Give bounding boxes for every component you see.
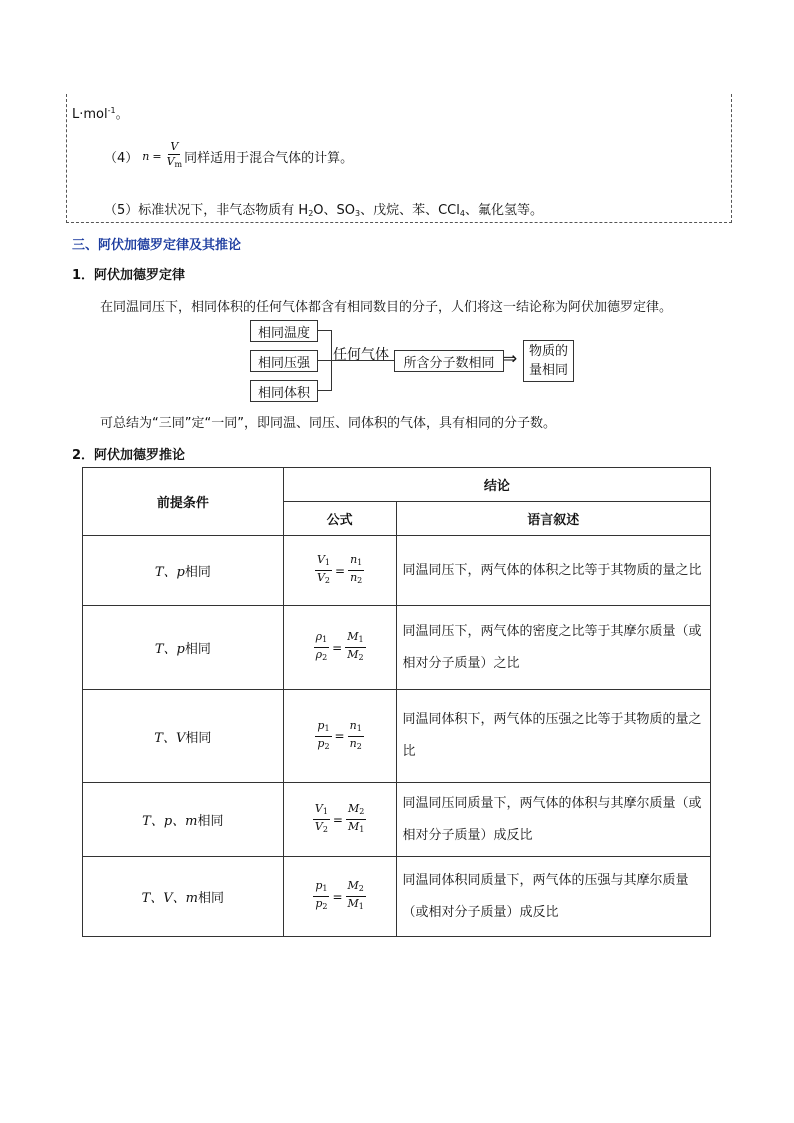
description-cell: 同温同压同质量下，两气体的体积与其摩尔质量（或相对分子质量）成反比 (396, 783, 710, 857)
left-numerator-sub: 1 (322, 807, 328, 816)
equals-sign: = (332, 640, 343, 655)
condition-cell (83, 606, 284, 690)
formula-right (348, 719, 364, 754)
right-denominator-sub: 2 (358, 653, 364, 662)
left-denominator: p (317, 736, 325, 750)
condition-cell (83, 690, 284, 783)
diagram-box-moles-line1: 物质的 (528, 344, 568, 359)
header-condition: 前提条件 (83, 468, 284, 536)
formula-left (315, 719, 331, 754)
left-denominator: V (316, 571, 325, 584)
law-statement: 在同温同压下，相同体积的任何气体都含有相同数目的分子，人们将这一结论称为阿伏加德罗定律。 (100, 300, 673, 315)
condition-variables: T、p (154, 642, 185, 657)
equals-sign: = (332, 889, 343, 904)
condition-text: 相同 (184, 641, 211, 656)
right-numerator-sub: 1 (356, 723, 362, 733)
formula-cell (283, 783, 396, 857)
table-row (83, 690, 711, 783)
table-header-row (83, 468, 711, 502)
unit-text: L·mol (72, 107, 108, 122)
section-title: 三、阿伏加德罗定律及其推论 (72, 238, 242, 253)
item-4 (104, 140, 353, 172)
right-denominator-sub: 2 (357, 576, 363, 585)
condition-variables: T、p (154, 565, 185, 580)
formula-left (314, 630, 330, 665)
item-5-part-b: O、SO (313, 203, 355, 218)
equals-sign: = (332, 812, 343, 827)
unit-exponent: -1 (107, 106, 116, 115)
item-5-part-d: 、氟化氢等。 (464, 203, 543, 218)
formula-cell (283, 690, 396, 783)
diagram-box-moles-line2: 量相同 (528, 363, 568, 378)
right-denominator-sub: 2 (356, 741, 362, 751)
connector-line (317, 360, 331, 361)
implies-arrow: ⇒ (503, 349, 518, 369)
condition-text: 相同 (185, 729, 212, 745)
formula-eq: = (152, 149, 162, 163)
right-denominator: M (347, 820, 360, 833)
condition-text: 相同 (197, 813, 224, 828)
diagram-any-gas: 任何气体 (333, 347, 389, 363)
formula-cell (283, 857, 396, 937)
right-denominator-sub: 1 (359, 825, 365, 834)
unit-line (72, 103, 129, 122)
left-denominator-sub: 2 (324, 576, 330, 585)
formula-left (313, 802, 330, 837)
formula-cell (283, 606, 396, 690)
equals-sign: = (335, 563, 346, 578)
item-5-part-c: 、戊烷、苯、CCl (360, 203, 460, 218)
subsection-1-title: 1．阿伏加德罗定律 (72, 268, 186, 283)
left-numerator: p (317, 718, 325, 732)
left-denominator-sub: 2 (324, 741, 330, 751)
left-denominator-sub: 2 (322, 653, 328, 662)
left-denominator: p (315, 897, 323, 910)
right-numerator-sub: 1 (357, 558, 363, 567)
left-denominator: V (314, 820, 323, 833)
header-description: 语言叙述 (396, 502, 710, 536)
connector-line (317, 390, 331, 391)
left-numerator: V (314, 802, 323, 815)
unit-punct: 。 (115, 107, 129, 122)
table-row (83, 783, 711, 857)
left-numerator-sub: 1 (322, 635, 328, 644)
left-numerator: p (315, 879, 323, 892)
condition-variables: T、p、m (142, 814, 198, 829)
condition-cell (83, 783, 284, 857)
description-cell: 同温同压下，两气体的密度之比等于其摩尔质量（或相对分子质量）之比 (396, 606, 710, 690)
formula-n: n (142, 149, 150, 163)
diagram-box-pressure: 相同压强 (250, 350, 318, 372)
formula-right (346, 879, 366, 914)
condition-text: 相同 (184, 564, 211, 579)
left-numerator-sub: 1 (324, 723, 330, 733)
condition-cell (83, 536, 284, 606)
header-conclusion: 结论 (283, 468, 710, 502)
condition-variables: T、V (154, 730, 186, 746)
condition-variables: T、V、m (141, 891, 199, 906)
inference-table (82, 467, 711, 937)
formula-right (345, 630, 365, 665)
equals-sign: = (334, 729, 345, 743)
formula-right (348, 553, 364, 588)
right-denominator-sub: 1 (358, 902, 364, 911)
ccl4-sub: 4 (459, 209, 465, 218)
formula-left (315, 553, 332, 588)
diagram-box-moles (523, 340, 574, 382)
right-denominator: M (347, 648, 359, 661)
so3-sub: 3 (355, 209, 361, 218)
right-denominator: n (349, 736, 357, 750)
formula-cell (283, 536, 396, 606)
h2o-sub: 2 (308, 209, 314, 218)
right-denominator: n (350, 571, 358, 584)
formula-fraction (165, 140, 185, 172)
description-cell: 同温同体积下，两气体的压强之比等于其物质的量之比 (396, 690, 710, 783)
formula-denominator: V (166, 155, 175, 168)
formula-left (313, 879, 329, 914)
left-numerator: V (316, 553, 325, 566)
right-numerator: n (350, 553, 358, 566)
diagram-box-volume: 相同体积 (250, 380, 318, 402)
item-5 (104, 199, 543, 218)
header-formula: 公式 (283, 502, 396, 536)
left-numerator-sub: 1 (324, 558, 330, 567)
right-numerator-sub: 2 (358, 884, 364, 893)
diagram-box-temperature: 相同温度 (250, 320, 318, 342)
left-denominator: ρ (315, 648, 323, 661)
left-numerator-sub: 1 (322, 884, 328, 893)
right-numerator-sub: 2 (359, 807, 365, 816)
table-row (83, 606, 711, 690)
summary-text: 可总结为“三同”定“一同”，即同温、同压、同体积的气体，具有相同的分子数。 (100, 416, 556, 431)
formula-denominator-sub: m (174, 160, 183, 169)
right-numerator: n (349, 718, 357, 732)
diagram-box-molecules: 所含分子数相同 (394, 350, 504, 372)
left-denominator-sub: 2 (322, 825, 328, 834)
item-4-text: 同样适用于混合气体的计算。 (184, 150, 354, 166)
condition-text: 相同 (198, 890, 225, 905)
right-numerator: M (347, 630, 359, 643)
table-row (83, 857, 711, 937)
description-cell: 同温同体积同质量下，两气体的压强与其摩尔质量（或相对分子质量）成反比 (396, 857, 710, 937)
table-row (83, 536, 711, 606)
subsection-2-title: 2．阿伏加德罗推论 (72, 448, 186, 463)
connector-line (317, 330, 331, 331)
description-cell: 同温同压下，两气体的体积之比等于其物质的量之比 (396, 536, 710, 606)
formula-right (346, 802, 366, 837)
right-denominator: M (347, 897, 359, 910)
formula-numerator: V (170, 140, 179, 153)
left-denominator-sub: 2 (322, 902, 328, 911)
right-numerator: M (347, 802, 360, 815)
right-numerator-sub: 1 (358, 635, 364, 644)
item-5-part-a: （5）标准状况下，非气态物质有 H (104, 203, 309, 218)
condition-cell (83, 857, 284, 937)
right-numerator: M (347, 879, 359, 892)
item-4-label: （4） (104, 150, 139, 166)
left-numerator: ρ (315, 630, 323, 643)
